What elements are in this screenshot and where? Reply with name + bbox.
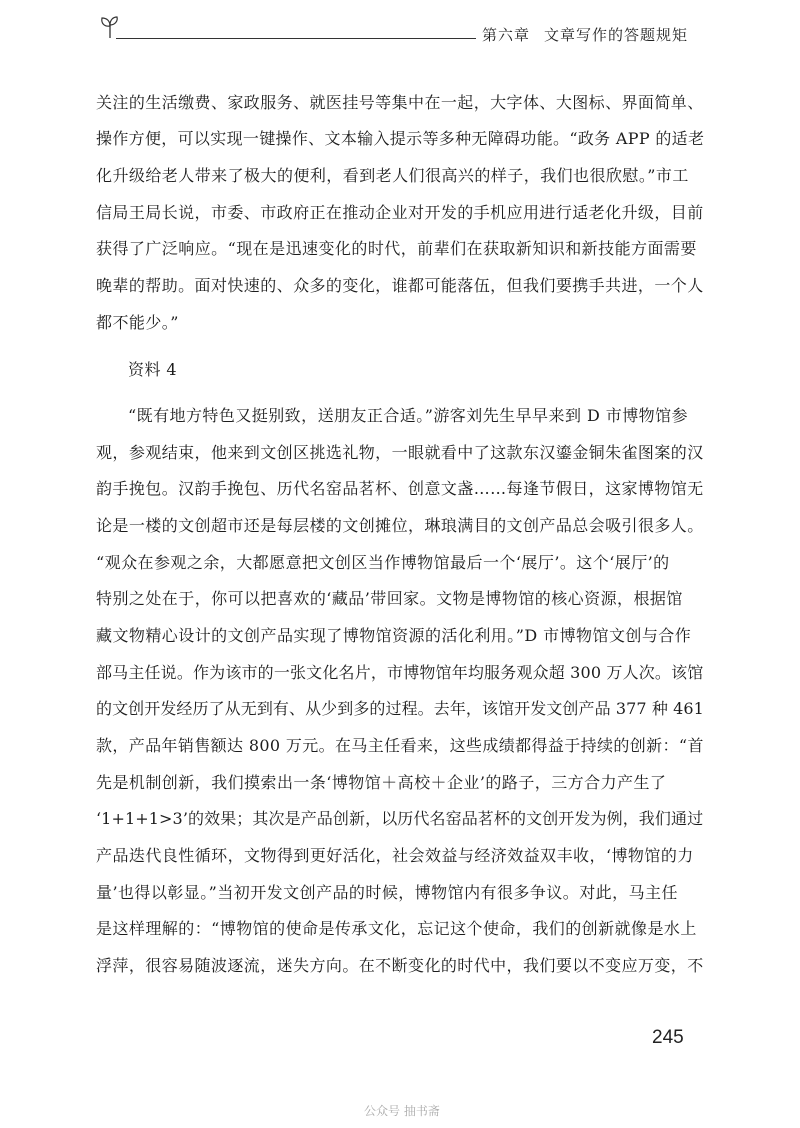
header-rule: [116, 38, 476, 39]
chapter-title: 文章写作的答题规矩: [544, 26, 689, 44]
text-line: 浮萍，很容易随波逐流，迷失方向。在不断变化的时代中，我们要以不变应万变，不: [96, 956, 704, 975]
text-line: 产品迭代良性循环，文物得到更好活化，社会效益与经济效益双丰收，‘博物馆的力: [96, 846, 694, 865]
text-line: 特别之处在于，你可以把喜欢的‘藏品’带回家。文物是博物馆的核心资源，根据馆: [96, 589, 683, 608]
text-line: 获得了广泛响应。“现在是迅速变化的时代，前辈们在获取新知识和新技能方面需要: [96, 239, 697, 258]
text-line: 藏文物精心设计的文创产品实现了博物馆资源的活化利用。”D 市博物馆文创与合作: [96, 626, 692, 645]
watermark: 公众号 抽书斋: [364, 1104, 440, 1118]
running-header: [482, 24, 688, 45]
text-line: 韵手挽包。汉韵手挽包、历代名窑品茗杯、创意文盏……每逢节假日，这家博物馆无: [96, 479, 704, 498]
sprout-ornament-icon: [96, 14, 124, 40]
text-line: 晚辈的帮助。面对快速的、众多的变化，谁都可能落伍，但我们要携手共进，一个人: [96, 276, 704, 295]
page-number: 245: [652, 1027, 684, 1048]
text-line: 操作方便，可以实现一键操作、文本输入提示等多种无障碍功能。“政务 APP 的适老: [96, 129, 705, 148]
text-line: 款，产品年销售额达 800 万元。在马主任看来，这些成绩都得益于持续的创新：“首: [96, 736, 704, 755]
text-line: 是这样理解的：“博物馆的使命是传承文化，忘记这个使命，我们的创新就像是水上: [96, 919, 697, 938]
text-line: 论是一楼的文创超市还是每层楼的文创摊位，琳琅满目的文创产品总会吸引很多人。: [96, 516, 704, 535]
text-line: 先是机制创新，我们摸索出一条‘博物馆＋高校＋企业’的路子，三方合力产生了: [96, 773, 667, 792]
text-line: 部马主任说。作为该市的一张文化名片，市博物馆年均服务观众超 300 万人次。该馆: [96, 663, 704, 682]
text-line: “既有地方特色又挺别致，送朋友正合适。”游客刘先生早早来到 D 市博物馆参: [128, 406, 689, 425]
text-line: 的文创开发经历了从无到有、从少到多的过程。去年，该馆开发文创产品 377 种 461: [96, 699, 704, 718]
text-line: 化升级给老人带来了极大的便利，看到老人们很高兴的样子，我们也很欣慰。”市工: [96, 166, 689, 185]
chapter-label: 第六章: [482, 26, 531, 44]
text-line: 观，参观结束，他来到文创区挑选礼物，一眼就看中了这款东汉鎏金铜朱雀图案的汉: [96, 443, 704, 462]
text-line: 都不能少。”: [96, 313, 179, 332]
text-line: “观众在参观之余，大都愿意把文创区当作博物馆最后一个‘展厅’。这个‘展厅’的: [96, 553, 670, 572]
text-line: 关注的生活缴费、家政服务、就医挂号等集中在一起，大字体、大图标、界面简单、: [96, 93, 704, 112]
text-line: ‘1+1+1>3’的效果；其次是产品创新，以历代名窑品茗杯的文创开发为例，我们通过: [96, 809, 704, 828]
text-line: 信局王局长说，市委、市政府正在推动企业对开发的手机应用进行适老化升级，目前: [96, 203, 704, 222]
section-heading: 资料 4: [128, 360, 178, 379]
text-line: 量’也得以彰显。”当初开发文创产品的时候，博物馆内有很多争议。对此，马主任: [96, 883, 678, 902]
